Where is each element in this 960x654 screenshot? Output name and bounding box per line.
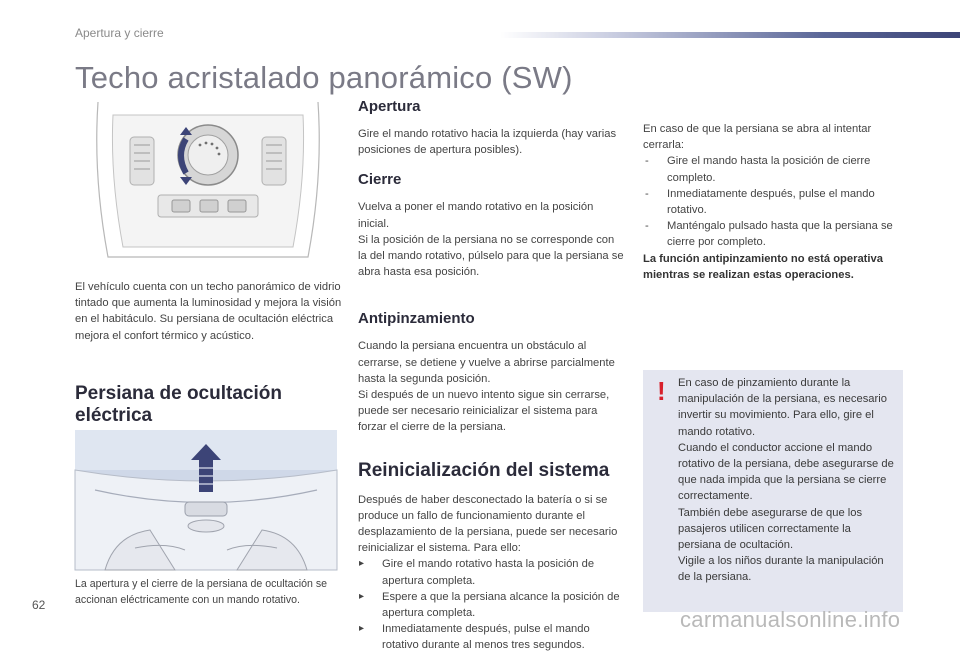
warning-p3: También debe asegurarse de que los pasajeros utilicen correctamente la persiana de ocultación. — [678, 506, 863, 552]
intro-text: El vehículo cuenta con un techo panorámico de vidrio tintado que aumenta la luminosidad y mejora la visión en el habitáculo. Su persiana de ocultación eléctrica mejora el confort térmico y acústico. — [75, 281, 342, 342]
list-item: - Inmediatamente después, pulse el mando rotativo. — [643, 186, 905, 218]
persiana-caption-block — [75, 577, 343, 608]
list-item: ▸ Espere a que la persiana alcance la posición de apertura completa. — [358, 589, 624, 621]
right-steps — [643, 153, 905, 250]
antipinzamiento-text-1: Cuando la persiana encuentra un obstáculo al cerrarse, se detiene y vuelve a abrirse parcialmente hasta la segunda posición. — [358, 340, 615, 385]
right-note: La función antipinzamiento no está operativa mientras se realizan estas operaciones. — [643, 252, 883, 281]
persiana-caption: La apertura y el cierre de la persiana de ocultación se accionan eléctricamente con un mando rotativo. — [75, 578, 328, 606]
page-title: Techo acristalado panorámico (SW) — [75, 60, 573, 95]
list-item: - Gire el mando hasta la posición de cierre completo. — [643, 153, 905, 185]
persiana-heading-line2: eléctrica — [75, 405, 153, 426]
antipinzamiento-heading: Antipinzamiento — [358, 310, 475, 328]
header-bar — [500, 32, 960, 38]
cierre-heading: Cierre — [358, 171, 402, 189]
middle-column — [358, 98, 624, 654]
page-number: 62 — [32, 598, 46, 612]
list-item: ▸ Gire el mando rotativo hasta la posición de apertura completa. — [358, 556, 624, 588]
warning-p1: En caso de pinzamiento durante la manipulación de la persiana, es necesario invertir su movimiento. Para ello, gire el mando rotativo. — [678, 377, 887, 438]
reinicializacion-text: Después de haber desconectado la batería o si se produce un fallo de funcionamiento durante el desplazamiento de la persiana, puede ser necesario reinicializar el sistema. Para ello: — [358, 493, 618, 555]
apertura-text: Gire el mando rotativo hacia la izquierda (hay varias posiciones de apertura posibles). — [358, 128, 617, 157]
list-item: - Manténgalo pulsado hasta que la persiana se cierre por completo. — [643, 218, 905, 250]
roof-console-illustration — [88, 97, 328, 265]
reinicializacion-steps — [358, 556, 624, 653]
antipinzamiento-text-2: Si después de un nuevo intento sigue sin cerrarse, puede ser necesario reinicializar el sistema para forzar el cierre de la persiana. — [358, 389, 610, 434]
list-item: ▸ Inmediatamente después, pulse el mando rotativo durante al menos tres segundos. — [358, 621, 624, 653]
warning-p2: Cuando el conductor accione el mando rotativo de la persiana, debe asegurarse de que nada impida que la persiana se cierre correctamente. — [678, 441, 894, 503]
intro-column — [75, 279, 343, 344]
cierre-text-2: Si la posición de la persiana no se corresponde con la del mando rotativo, púlselo para que la persiana se abra hasta esa posición. — [358, 233, 624, 279]
section-header: Apertura y cierre — [75, 26, 164, 40]
cabin-illustration — [75, 430, 337, 570]
cierre-text-1: Vuelva a poner el mando rotativo en la posición inicial. — [358, 201, 594, 230]
right-intro: En caso de que la persiana se abra al intentar cerrarla: — [643, 123, 872, 152]
persiana-heading — [75, 383, 343, 427]
warning-text — [678, 375, 896, 586]
apertura-heading: Apertura — [358, 98, 421, 115]
right-column — [643, 121, 905, 283]
warning-p4: Vigile a los niños durante la manipulación de la persiana. — [678, 555, 884, 584]
persiana-heading-line1: Persiana de ocultación — [75, 383, 282, 404]
reinicializacion-heading: Reinicialización del sistema — [358, 459, 610, 481]
warning-box — [643, 370, 903, 612]
warning-icon: ! — [657, 376, 666, 406]
watermark: carmanualsonline.info — [680, 607, 901, 632]
